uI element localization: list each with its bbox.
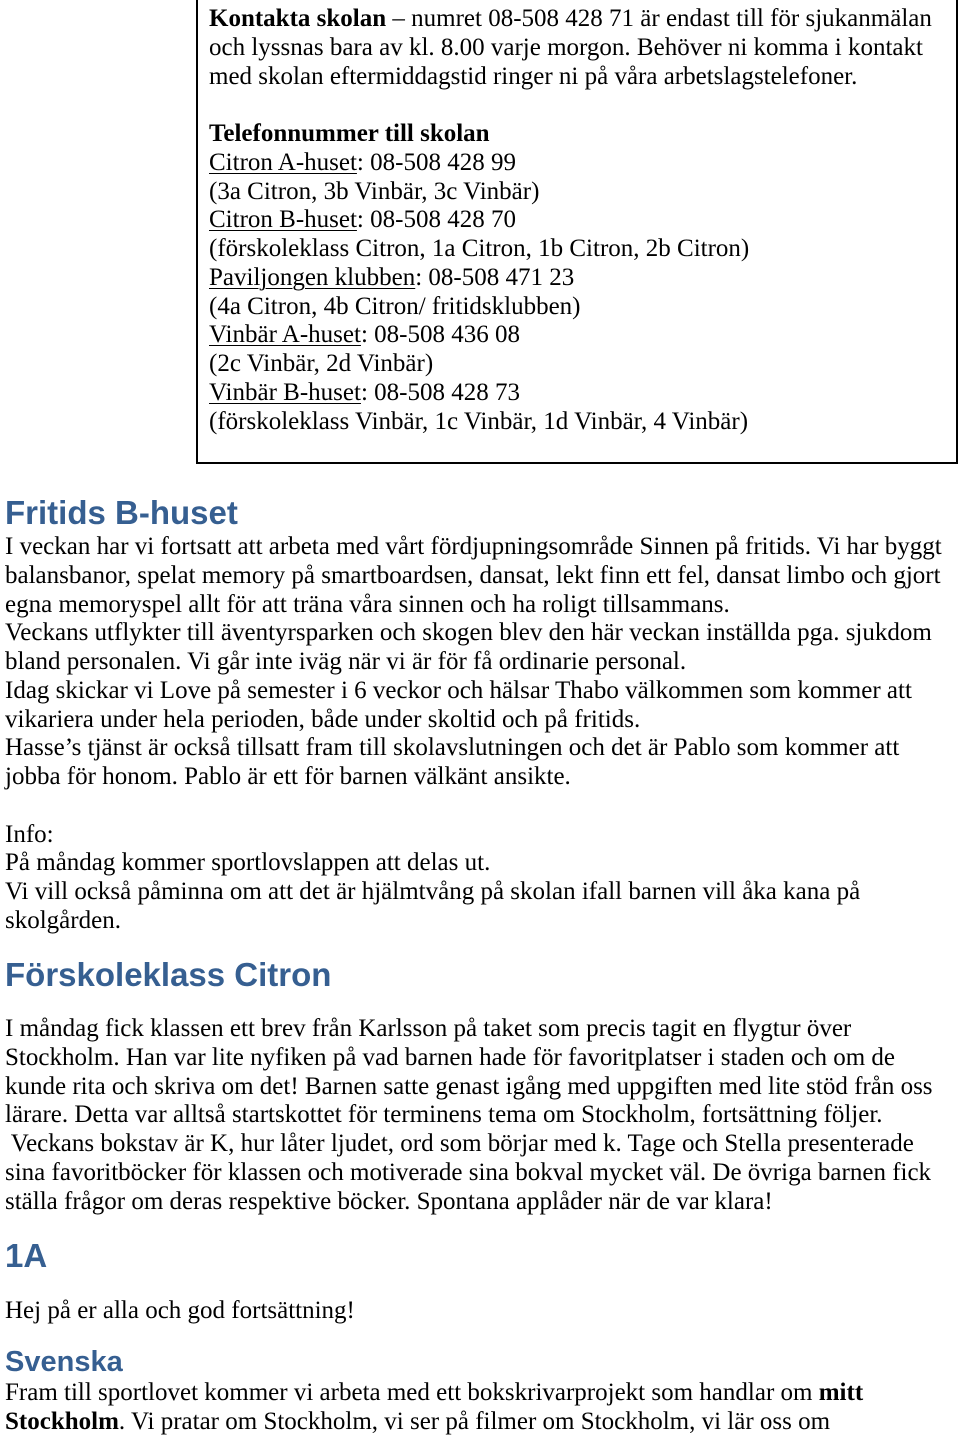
phone-number: : 08-508 428 73: [360, 378, 520, 406]
body-line: I veckan har vi fortsatt att arbeta med vårt fördjupningsområde Sinnen på fritids. Vi har byggt: [5, 533, 942, 560]
info-line: skolgården.: [5, 906, 121, 934]
phone-classes: (4a Citron, 4b Citron/ fritidsklubben): [209, 292, 581, 320]
body-line: Hasse’s tjänst är också tillsatt fram till skolavslutningen och det är Pablo som kommer att: [5, 734, 900, 762]
phone-entry: [209, 149, 956, 178]
phone-classes: (2c Vinbär, 2d Vinbär): [209, 350, 434, 377]
class-1a-body: [5, 1297, 355, 1326]
phone-entry: [209, 379, 956, 408]
phone-number: : 08-508 471 23: [415, 263, 575, 291]
body-line: bland personalen. Vi går inte iväg när vi är för få ordinarie personal.: [5, 648, 687, 675]
phone-entry: [209, 321, 956, 350]
section-heading-forskoleklass: Förskoleklass Citron: [5, 956, 332, 993]
body-line: ställa frågor om deras respektive böcker. Spontana applåder när de var klara!: [5, 1187, 773, 1215]
body-line: vikariera under hela perioden, både under skoltid och på fritids.: [5, 705, 641, 733]
section-heading-fritids: Fritids B-huset: [5, 494, 238, 531]
body-line: Idag skickar vi Love på semester i 6 veckor och hälsar Thabo välkommen som kommer att: [5, 676, 912, 704]
body-line: Veckans bokstav är K, hur låter ljudet, ord som börjar med k. Tage och Stella presenterade: [5, 1130, 914, 1157]
greeting-line: Hej på er alla och god fortsättning!: [5, 1297, 355, 1324]
phone-classes: (förskoleklass Vinbär, 1c Vinbär, 1d Vinbär, 4 Vinbär): [209, 407, 749, 435]
phone-number: : 08-508 428 70: [356, 206, 516, 234]
phone-entry: [209, 206, 956, 235]
body-line: egna memoryspel allt för att träna våra sinnen och ha roligt tillsammans.: [5, 590, 730, 618]
phone-list-title: Telefonnummer till skolan: [209, 120, 490, 147]
contact-text: – numret 08-508 428 71 är endast till för sjukanmälan: [386, 5, 932, 32]
body-line: Veckans utflykter till äventyrsparken och skogen blev den här veckan inställda pga. sjukdom: [5, 619, 932, 647]
contact-label: Kontakta skolan: [209, 5, 387, 32]
phone-number: : 08-508 428 99: [356, 148, 516, 176]
body-line: I måndag fick klassen ett brev från Karlsson på taket som precis tagit en flygtur över: [5, 1015, 852, 1042]
phone-number: : 08-508 436 08: [360, 321, 520, 349]
body-line: [5, 1379, 863, 1408]
contact-line: och lyssnas bara av kl. 8.00 varje morgon. Behöver ni komma i kontakt: [209, 33, 923, 61]
contact-line: med skolan eftermiddagstid ringer ni på våra arbetslagstelefoner.: [209, 62, 858, 90]
body-line: jobba för honom. Pablo är ett för barnen välkänt ansikte.: [5, 763, 571, 790]
fritids-body: [5, 533, 942, 792]
info-line: Vi vill också påminna om att det är hjälmtvång på skolan ifall barnen vill åka kana på: [5, 878, 861, 905]
project-title-part: mitt: [818, 1379, 864, 1406]
phone-building-label: Vinbär B-huset: [209, 378, 361, 406]
phone-building-label: Vinbär A-huset: [209, 321, 361, 349]
contact-line: [209, 5, 956, 34]
body-line: Stockholm. Han var lite nyfiken på vad barnen hade för favoritplatser i staden och om de: [5, 1043, 895, 1071]
phone-building-label: Citron A-huset: [209, 148, 357, 176]
phone-classes: (3a Citron, 3b Vinbär, 3c Vinbär): [209, 177, 540, 205]
phone-building-label: Paviljongen klubben: [209, 263, 416, 291]
body-line: sina favoritböcker för klassen och motiverade sina bokval mycket väl. De övriga barnen fick: [5, 1158, 932, 1186]
forskoleklass-body: [5, 1015, 933, 1216]
contact-info-box: [196, 0, 958, 464]
phone-building-label: Citron B-huset: [209, 206, 357, 234]
body-text: . Vi pratar om Stockholm, vi ser på filmer om Stockholm, vi lär oss om: [118, 1407, 831, 1435]
info-line: På måndag kommer sportlovslappen att delas ut.: [5, 849, 491, 877]
body-line: lärare. Detta var alltså startskottet för terminens tema om Stockholm, fortsättning följer.: [5, 1101, 883, 1129]
body-line: balansbanor, spelat memory på smartboardsen, dansat, lekt finn ett fel, dansat limbo och gjort: [5, 561, 941, 589]
body-line: kunde rita och skriva om det! Barnen satte genast igång med uppgiften med lite stöd från oss: [5, 1072, 933, 1100]
body-text: Fram till sportlovet kommer vi arbeta med ett bokskrivarprojekt som handlar om: [5, 1379, 819, 1406]
body-line: [5, 1408, 863, 1437]
fritids-info: [5, 821, 860, 936]
section-heading-1a: 1A: [5, 1237, 48, 1274]
info-label: Info:: [5, 820, 54, 848]
blank-line: [209, 91, 956, 120]
svenska-body: [5, 1379, 863, 1437]
project-title-part: Stockholm: [5, 1407, 119, 1435]
phone-classes: (förskoleklass Citron, 1a Citron, 1b Citron, 2b Citron): [209, 235, 750, 262]
subsection-heading-svenska: Svenska: [5, 1346, 123, 1378]
phone-entry: [209, 264, 956, 293]
